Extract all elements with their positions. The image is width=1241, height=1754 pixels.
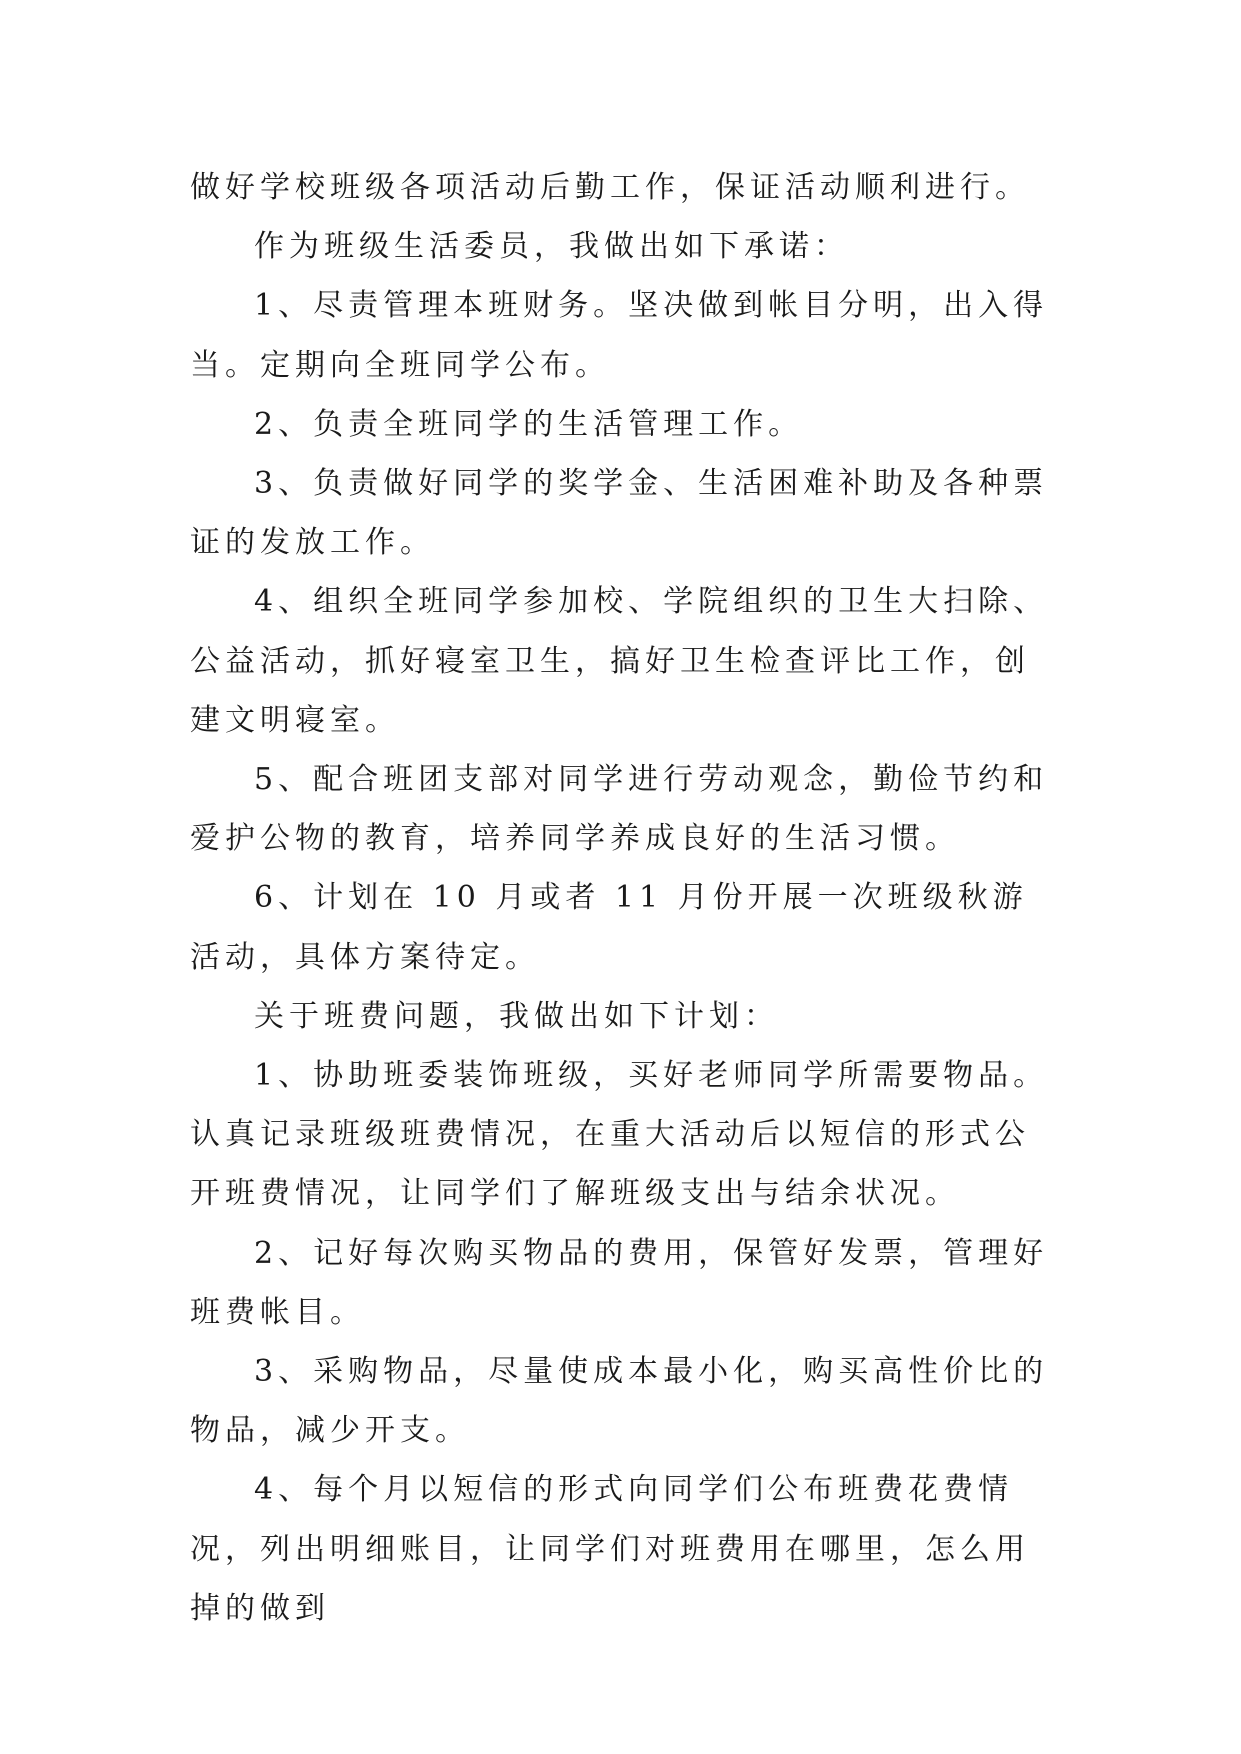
paragraph-11: 2、记好每次购买物品的费用，保管好发票，管理好班费帐目。 (190, 1235, 1049, 1330)
paragraph-2: 作为班级生活委员，我做出如下承诺： (254, 229, 849, 265)
document-body (190, 158, 1050, 1638)
paragraph-8: 6、计划在 10 月或者 11 月份开展一次班级秋游活动，具体方案待定。 (190, 880, 1028, 975)
paragraph-9: 关于班费问题，我做出如下计划： (254, 998, 779, 1034)
paragraph-5: 3、负责做好同学的奖学金、生活困难补助及各种票证的发放工作。 (190, 466, 1049, 561)
paragraph-6: 4、组织全班同学参加校、学院组织的卫生大扫除、公益活动，抓好寝室卫生，搞好卫生检查评比工作，创建文明寝室。 (190, 584, 1049, 738)
paragraph-3: 1、尽责管理本班财务。坚决做到帐目分明，出入得当。定期向全班同学公布。 (190, 288, 1049, 383)
paragraph-7: 5、配合班团支部对同学进行劳动观念，勤俭节约和爱护公物的教育，培养同学养成良好的生活习惯。 (190, 762, 1049, 857)
paragraph-4: 2、负责全班同学的生活管理工作。 (254, 406, 804, 442)
paragraph-10: 1、协助班委装饰班级，买好老师同学所需要物品。认真记录班级班费情况，在重大活动后以短信的形式公开班费情况，让同学们了解班级支出与结余状况。 (190, 1058, 1049, 1212)
paragraph-1: 做好学校班级各项活动后勤工作，保证活动顺利进行。 (190, 170, 1030, 205)
paragraph-12: 3、采购物品，尽量使成本最小化，购买高性价比的物品，减少开支。 (190, 1354, 1049, 1449)
paragraph-13: 4、每个月以短信的形式向同学们公布班费花费情况，列出明细账目，让同学们对班费用在哪里，怎么用掉的做到 (190, 1472, 1030, 1626)
